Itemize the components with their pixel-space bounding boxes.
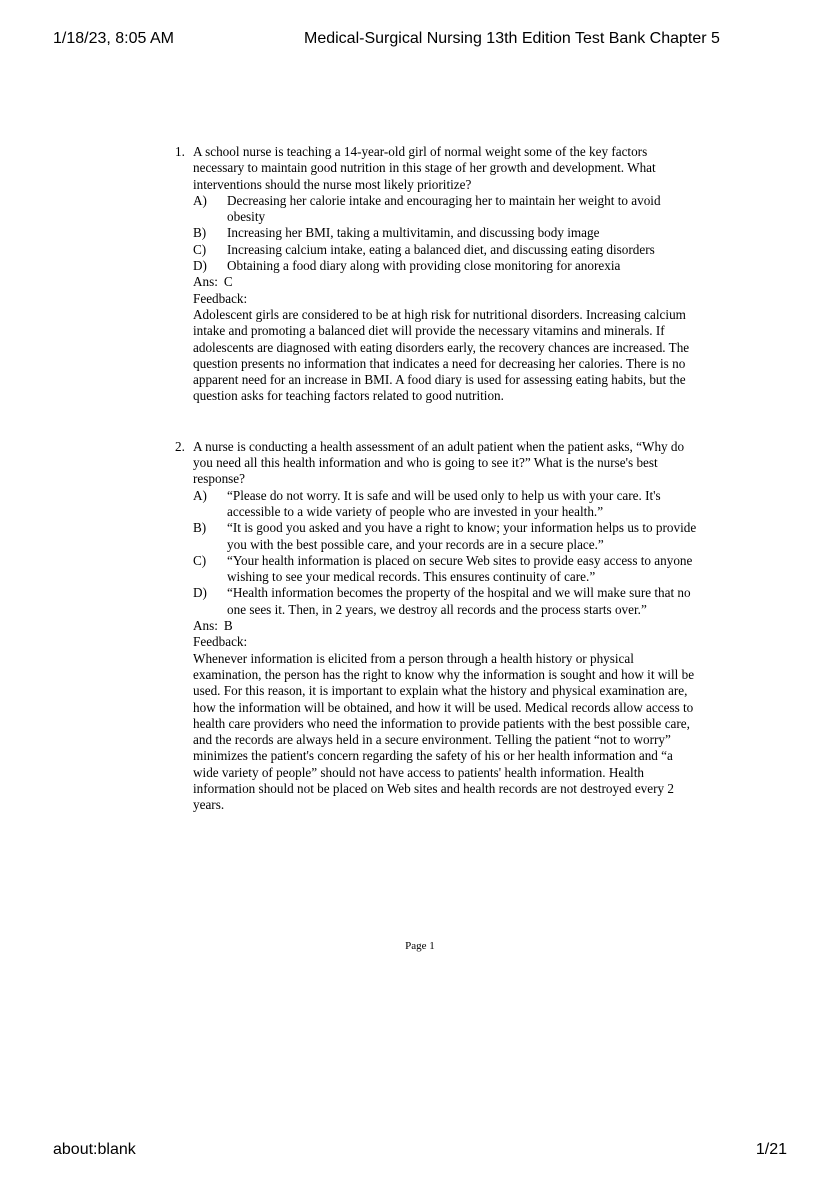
option-letter: B)	[193, 520, 207, 536]
option-letter: A)	[193, 192, 207, 208]
answer-options	[193, 488, 700, 618]
option-d	[193, 585, 700, 618]
question-stem: A nurse is conducting a health assessment of an adult patient when the patient asks, “Why do you need all this health information and who is going to see it?” What is the nurse's best response?	[193, 438, 685, 487]
question-number: 1.	[175, 144, 185, 159]
document-body	[175, 144, 700, 814]
option-letter: D)	[193, 585, 207, 601]
option-text: “Your health information is placed on secure Web sites to provide easy access to anyone wishing to see your medical records. This ensures continuity of care.”	[227, 552, 693, 585]
answer-line	[193, 618, 700, 634]
feedback-text: Adolescent girls are considered to be at high risk for nutritional disorders. Increasing calcium intake and promoting a balanced diet will provide the necessary vitamins and minerals. If adolescents are diagnosed with eating disorders early, the recovery chances are increased. The question presents no information that indicates a need for decreasing her calories. There is no apparent need for an increase in BMI. A food diary is used for assessing eating habits, but the question asks for teaching factors related to good nutrition.	[193, 306, 690, 404]
option-c	[193, 242, 700, 258]
answer-value: B	[223, 618, 233, 634]
feedback-label: Feedback:	[193, 634, 248, 650]
option-text: Obtaining a food diary along with providing close monitoring for anorexia	[227, 258, 621, 274]
answer-line	[193, 274, 700, 290]
option-d	[193, 258, 700, 274]
print-datetime: 1/18/23, 8:05 AM	[53, 30, 174, 47]
option-letter: B)	[193, 225, 207, 241]
question-number: 2.	[175, 438, 185, 454]
answer-label: Ans:	[193, 618, 218, 634]
print-footer	[0, 1141, 840, 1163]
feedback-label: Feedback:	[193, 290, 248, 306]
option-a	[193, 488, 700, 521]
option-c	[193, 553, 700, 586]
answer-value: C	[223, 274, 233, 290]
option-text: “Health information becomes the property of the hospital and we will make sure that no one sees it. Then, in 2 years, we destroy all records and the process starts over.”	[227, 585, 691, 617]
option-b	[193, 520, 700, 553]
option-text: Increasing her BMI, taking a multivitamin, and discussing body image	[227, 225, 600, 241]
answer-options	[193, 193, 700, 274]
option-text: Decreasing her calorie intake and encouraging her to maintain her weight to avoid obesity	[227, 192, 661, 225]
option-b	[193, 225, 700, 241]
page-label: Page 1	[405, 940, 435, 952]
question-2	[175, 439, 700, 814]
option-letter: A)	[193, 487, 207, 503]
option-letter: C)	[193, 241, 207, 257]
option-text: “It is good you asked and you have a right to know; your information helps us to provide you with the best possible care, and your records are in a secure place.”	[227, 520, 697, 552]
question-stem: A school nurse is teaching a 14-year-old girl of normal weight some of the key factors necessary to maintain good nutrition in this stage of her growth and development. What interventions should the nurse most likely prioritize?	[193, 144, 656, 192]
page-url: about:blank	[53, 1141, 136, 1158]
question-1	[175, 144, 700, 405]
option-text: “Please do not worry. It is safe and will be used only to help us with your care. It's accessible to a wide variety of people who are invested in your health.”	[227, 487, 661, 519]
feedback-text: Whenever information is elicited from a person through a health history or physical examination, the person has the right to know why the information is sought and how it will be used. For this reason, it is important to explain what the history and physical examination are, how the information will be obtained, and how it will be used. Medical records allow access to health care providers who need the information to provide patients with the best possible care, and the records are always held in a secure environment. Telling the patient “not to worry” minimizes the patient's concern regarding the safety of his or her health information and “a wide variety of people” should not have access to patients' health information. Health information should not be placed on Web sites and health records are not destroyed every 2 years.	[193, 650, 695, 813]
option-a	[193, 193, 700, 226]
option-letter: C)	[193, 552, 207, 568]
option-text: Increasing calcium intake, eating a balanced diet, and discussing eating disorders	[227, 241, 655, 257]
answer-label: Ans:	[193, 274, 218, 290]
document-title: Medical-Surgical Nursing 13th Edition Test Bank Chapter 5	[304, 30, 720, 47]
option-letter: D)	[193, 258, 207, 274]
print-header	[0, 30, 840, 52]
page-count: 1/21	[755, 1141, 787, 1158]
